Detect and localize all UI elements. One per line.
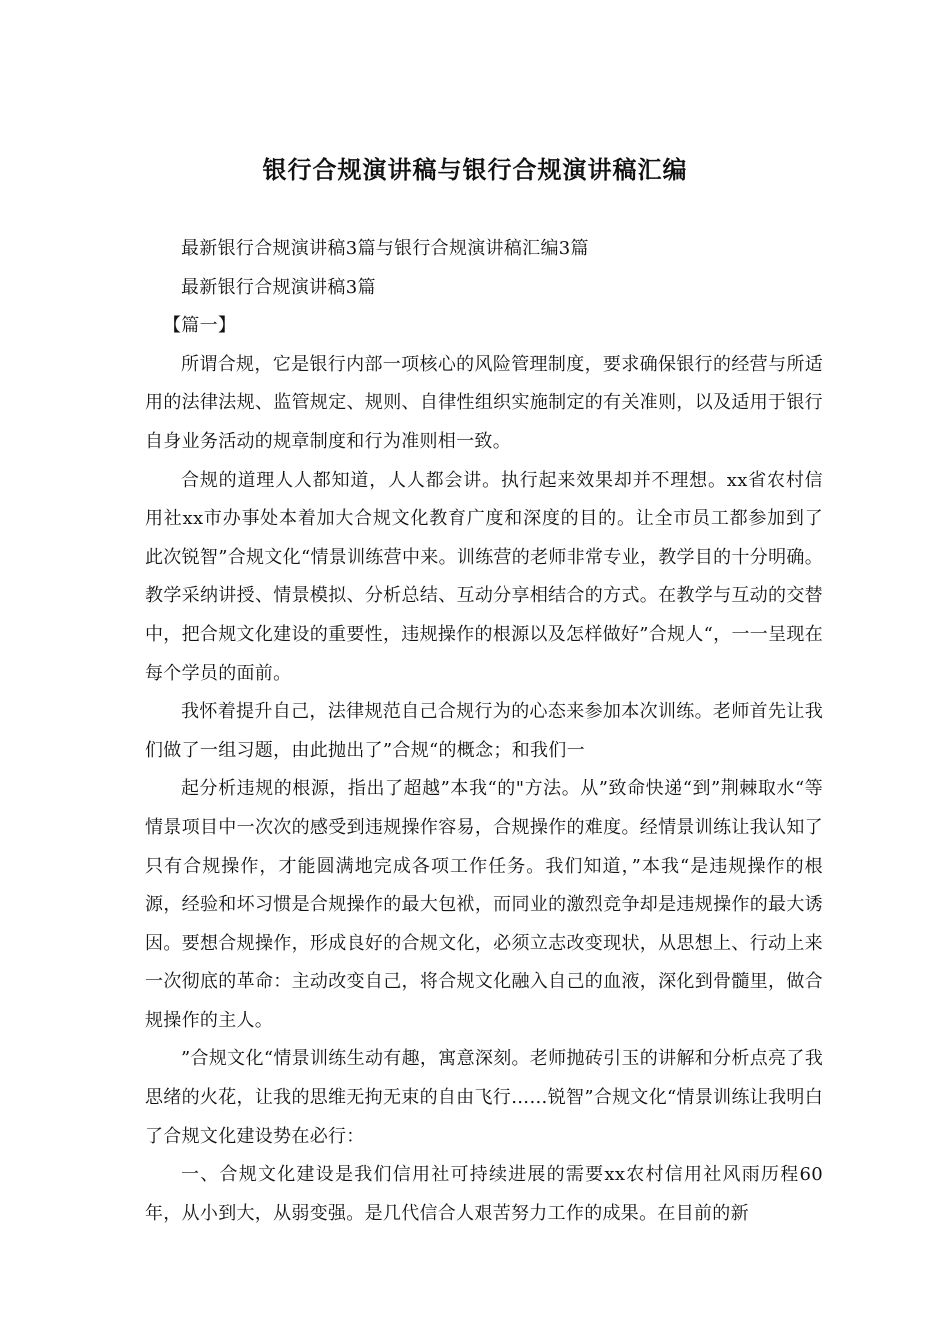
paragraph: 所谓合规，它是银行内部一项核心的风险管理制度，要求确保银行的经营与所适用的法律法规、监管规定、规则、自律性组织实施制定的有关准则，以及适用于银行自身业务活动的规章制度和行为准则相一致。 (145, 353, 823, 452)
document-body (145, 230, 823, 1233)
subtitle-line: 最新银行合规演讲稿3篇与银行合规演讲稿汇编3篇 (181, 238, 589, 259)
paragraph: 起分析违规的根源，指出了超越”本我“的"方法。从”致命快递“到”荆棘取水“等情景项目中一次次的感受到违规操作容易，合规操作的难度。经情景训练让我认知了只有合规操作，才能圆满地完成各项工作任务。我们知道，”本我“是违规操作的根源，经验和坏习惯是合规操作的最大包袱，而同业的激烈竞争却是违规操作的最大诱因。要想合规操作，形成良好的合规文化，必须立志改变现状，从思想上、行动上来一次彻底的革命：主动改变自己，将合规文化融入自己的血液，深化到骨髓里，做合规操作的主人。 (145, 778, 823, 1031)
document-title: 银行合规演讲稿与银行合规演讲稿汇编 (262, 155, 688, 184)
paragraph: ”合规文化“情景训练生动有趣，寓意深刻。老师抛砖引玉的讲解和分析点亮了我思绪的火花，让我的思维无拘无束的自由飞行……锐智”合规文化“情景训练让我明白了合规文化建设势在必行： (145, 1048, 823, 1147)
paragraph: 合规的道理人人都知道，人人都会讲。执行起来效果却并不理想。xx省农村信用社xx市办事处本着加大合规文化教育广度和深度的目的。让全市员工都参加到了此次锐智”合规文化“情景训练营中来。训练营的老师非常专业，教学目的十分明确。教学采纳讲授、情景模拟、分析总结、互动分享相结合的方式。在教学与互动的交替中，把合规文化建设的重要性，违规操作的根源以及怎样做好”合规人“，一一呈现在每个学员的面前。 (145, 469, 823, 684)
paragraph: 我怀着提升自己，法律规范自己合规行为的心态来参加本次训练。老师首先让我们做了一组习题，由此抛出了”合规“的概念；和我们一 (145, 701, 823, 761)
paragraph: 一、合规文化建设是我们信用社可持续进展的需要xx农村信用社风雨历程60年，从小到大，从弱变强。是几代信合人艰苦努力工作的成果。在目前的新 (145, 1164, 823, 1224)
subtitle-line: 最新银行合规演讲稿3篇 (181, 276, 376, 298)
section-heading: 【篇一】 (163, 315, 237, 337)
